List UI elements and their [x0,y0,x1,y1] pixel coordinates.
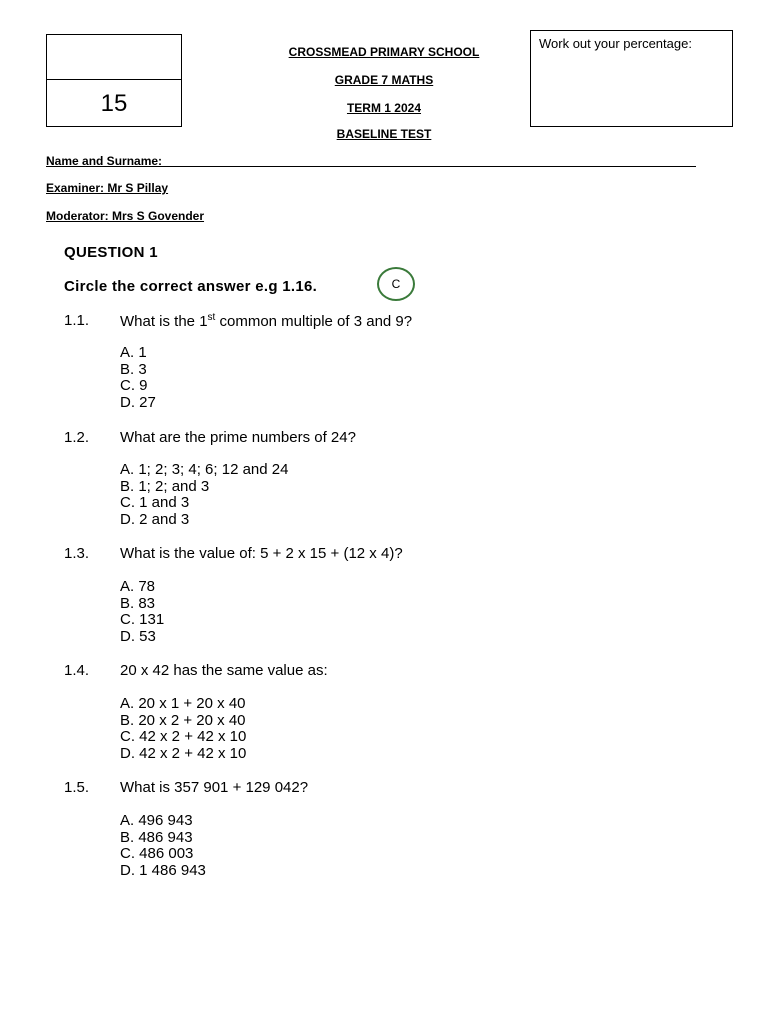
option-a[interactable]: A. 1; 2; 3; 4; 6; 12 and 24 [120,461,289,478]
answer-options [120,813,206,879]
option-b[interactable]: B. 3 [120,360,147,378]
question-text: 20 x 42 has the same value as: [120,662,328,679]
question-text: What is 357 901 + 129 042? [120,779,309,796]
name-input-line[interactable] [46,166,696,167]
option-c[interactable]: C. 486 003 [120,845,194,863]
option-a[interactable]: A. 1 [120,344,147,361]
percentage-box[interactable] [530,30,733,127]
option-b[interactable]: B. 83 [120,594,156,612]
answer-options [120,579,164,645]
question-title: QUESTION 1 [64,244,158,261]
answer-options [120,345,156,411]
score-box-blank[interactable] [47,35,181,80]
moderator-label: Moderator: Mrs S Govender [46,209,205,223]
score-box [46,34,182,127]
option-d[interactable]: D. 42 x 2 + 42 x 10 [120,744,247,762]
option-b[interactable]: B. 20 x 2 + 20 x 40 [120,711,246,729]
examiner-label: Examiner: Mr S Pillay [46,181,169,195]
option-d[interactable]: D. 1 486 943 [120,861,206,879]
term-title: TERM 1 2024 [346,101,422,115]
option-d[interactable]: D. 2 and 3 [120,510,190,528]
name-label: Name and Surname: [46,154,163,168]
option-d[interactable]: D. 53 [120,627,156,645]
question-text: What are the prime numbers of 24? [120,429,356,446]
option-b[interactable]: B. 486 943 [120,828,193,846]
example-circle [377,267,415,301]
grade-title: GRADE 7 MATHS [334,73,434,87]
option-a[interactable]: A. 496 943 [120,812,193,829]
option-b[interactable]: B. 1; 2; and 3 [120,477,210,495]
question-number: 1.1. [64,312,90,329]
example-answer: C [391,277,401,291]
school-name: CROSSMEAD PRIMARY SCHOOL [288,45,480,59]
answer-options [120,462,288,528]
option-c[interactable]: C. 42 x 2 + 42 x 10 [120,728,247,746]
question-number: 1.2. [64,429,90,446]
question-text: What is the value of: 5 + 2 x 15 + (12 x 4)? [120,545,403,562]
option-c[interactable]: C. 9 [120,377,148,395]
percentage-label: Work out your percentage: [539,36,692,51]
option-a[interactable]: A. 20 x 1 + 20 x 40 [120,695,246,712]
instruction-text: Circle the correct answer e.g 1.16. [64,278,318,295]
question-text: What is the 1st common multiple of 3 and 9? [120,312,413,330]
option-a[interactable]: A. 78 [120,578,156,595]
option-c[interactable]: C. 1 and 3 [120,494,190,512]
score-value: 15 [100,90,128,117]
test-title: BASELINE TEST [336,127,432,141]
answer-options [120,696,246,762]
option-c[interactable]: C. 131 [120,611,165,629]
question-number: 1.5. [64,779,90,796]
option-d[interactable]: D. 27 [120,393,156,411]
question-number: 1.3. [64,545,90,562]
question-number: 1.4. [64,662,90,679]
